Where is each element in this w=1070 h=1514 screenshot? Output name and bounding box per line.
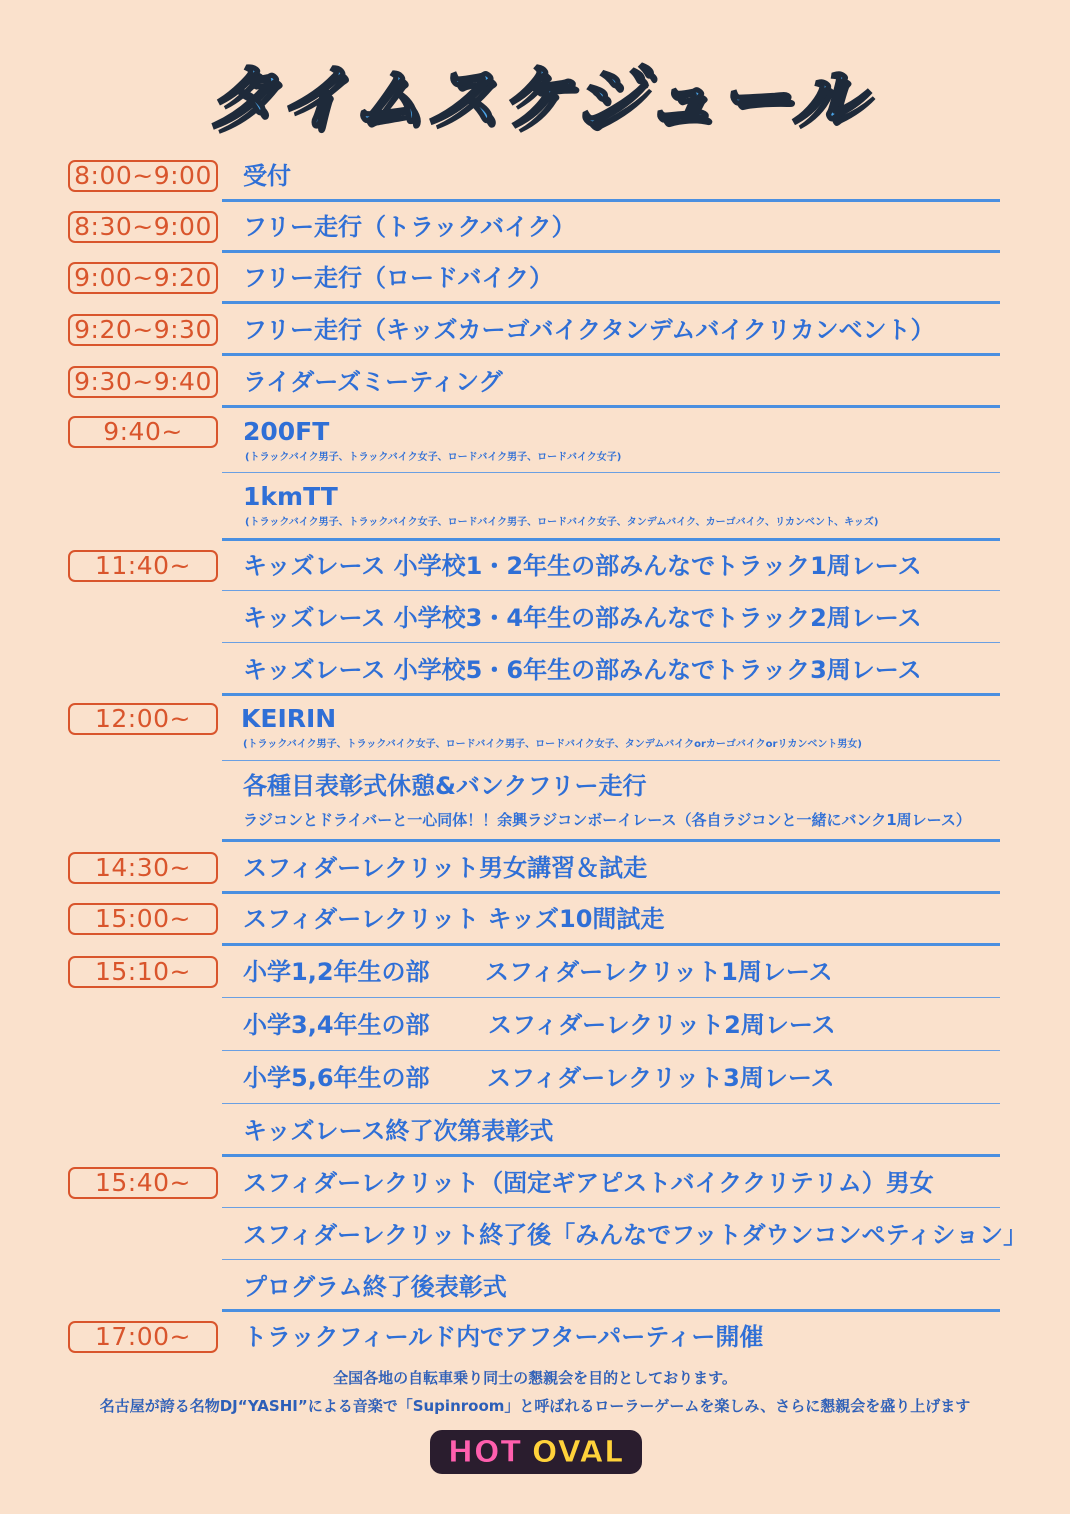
schedule-item-title: キッズレース終了次第表彰式 — [243, 1117, 554, 1145]
schedule-item-title: キッズレース 小学校1・2年生の部みんなでトラック1周レース — [243, 552, 922, 580]
schedule-item-note: (トラックバイク男子、トラックバイク女子、ロードバイク男子、ロードバイク女子、タンデムバイク、カーゴバイク、リカンベント、キッズ) — [245, 517, 879, 528]
schedule-item-title: KEIRIN — [241, 704, 337, 733]
logo-word-oval: OVAL — [531, 1434, 625, 1470]
schedule-item-race: スフィダーレクリット2周レース — [488, 1011, 836, 1039]
schedule-item-note: ラジコンとドライバーと一心同体！！余興ラジコンボーイレース（各自ラジコンと一緒にバンク1周レース） — [243, 811, 971, 829]
schedule-item-title: 1kmTT — [243, 482, 338, 511]
schedule-item-title: スフィダーレクリット キッズ10間試走 — [243, 905, 665, 933]
schedule-item-title: プログラム終了後表彰式 — [243, 1273, 507, 1301]
divider — [222, 693, 1000, 696]
time-badge: 15:10~ — [68, 956, 218, 988]
time-badge: 9:20~9:30 — [68, 314, 218, 346]
schedule-item-title: トラックフィールド内でアフターパーティー開催 — [243, 1323, 764, 1351]
schedule-item-title: ライダーズミーティング — [243, 368, 503, 396]
schedule-item-title: キッズレース 小学校5・6年生の部みんなでトラック3周レース — [243, 656, 922, 684]
time-badge: 14:30~ — [68, 852, 218, 884]
schedule-item-title: フリー走行（ロードバイク） — [243, 264, 554, 292]
divider — [222, 250, 1000, 253]
schedule-item-race: スフィダーレクリット3周レース — [487, 1064, 835, 1092]
schedule-item-note: (トラックバイク男子、トラックバイク女子、ロードバイク男子、ロードバイク女子) — [245, 452, 622, 463]
schedule-item-title: 受付 — [243, 162, 291, 190]
divider — [222, 997, 1000, 998]
divider — [222, 301, 1000, 304]
time-badge: 9:40~ — [68, 416, 218, 448]
page-title: タイムスケジュール — [204, 56, 866, 140]
divider — [222, 199, 1000, 202]
schedule-item-title: 各種目表彰式休憩&バンクフリー走行 — [243, 772, 647, 800]
time-badge: 15:40~ — [68, 1167, 218, 1199]
divider — [222, 353, 1000, 356]
divider — [222, 839, 1000, 842]
divider — [222, 1207, 1000, 1208]
logo-word-hot: HOT — [447, 1434, 522, 1470]
schedule-item-title: 小学3,4年生の部 — [243, 1011, 430, 1039]
divider — [222, 1259, 1000, 1260]
divider — [222, 891, 1000, 894]
divider — [222, 1154, 1000, 1157]
time-badge: 9:30~9:40 — [68, 366, 218, 398]
schedule-item-title: フリー走行（キッズカーゴバイクタンデムバイクリカンベント） — [243, 316, 935, 344]
divider — [222, 760, 1000, 761]
divider — [222, 472, 1000, 473]
footer-note: 全国各地の自転車乗り同士の懇親会を目的としております。 — [333, 1369, 737, 1387]
time-badge: 9:00~9:20 — [68, 262, 218, 294]
schedule-item-title: フリー走行（トラックバイク） — [243, 213, 576, 241]
schedule-item-note: (トラックバイク男子、トラックバイク女子、ロードバイク男子、ロードバイク女子、タンデムバイクorカーゴバイクorリカンベント男女) — [243, 739, 862, 750]
schedule-item-title: 小学1,2年生の部 — [243, 958, 430, 986]
divider — [222, 405, 1000, 408]
schedule-item-race: スフィダーレクリット1周レース — [485, 958, 833, 986]
schedule-item-title: スフィダーレクリット（固定ギアピストバイククリテリム）男女 — [243, 1169, 934, 1197]
schedule-item-title: キッズレース 小学校3・4年生の部みんなでトラック2周レース — [243, 604, 922, 632]
time-badge: 17:00~ — [68, 1321, 218, 1353]
time-badge: 11:40~ — [68, 550, 218, 582]
divider — [222, 590, 1000, 591]
schedule-item-title: スフィダーレクリット男女講習＆試走 — [243, 854, 648, 882]
divider — [222, 943, 1000, 946]
divider — [222, 1103, 1000, 1104]
time-badge: 8:00~9:00 — [68, 160, 218, 192]
divider — [222, 1050, 1000, 1051]
schedule-item-title: 200FT — [243, 417, 330, 446]
divider — [222, 1309, 1000, 1312]
schedule-item-title: スフィダーレクリット終了後「みんなでフットダウンコンペティション」 — [243, 1221, 1028, 1249]
hot-oval-logo — [430, 1430, 642, 1474]
schedule-item-title: 小学5,6年生の部 — [243, 1064, 430, 1092]
time-badge: 8:30~9:00 — [68, 211, 218, 243]
divider — [222, 538, 1000, 541]
divider — [222, 642, 1000, 643]
footer-note: 名古屋が誇る名物DJ“YASHI”による音楽で「Supinroom」と呼ばれるローラーゲームを楽しみ、さらに懇親会を盛り上げます — [99, 1397, 971, 1415]
time-badge: 15:00~ — [68, 903, 218, 935]
time-badge: 12:00~ — [68, 703, 218, 735]
